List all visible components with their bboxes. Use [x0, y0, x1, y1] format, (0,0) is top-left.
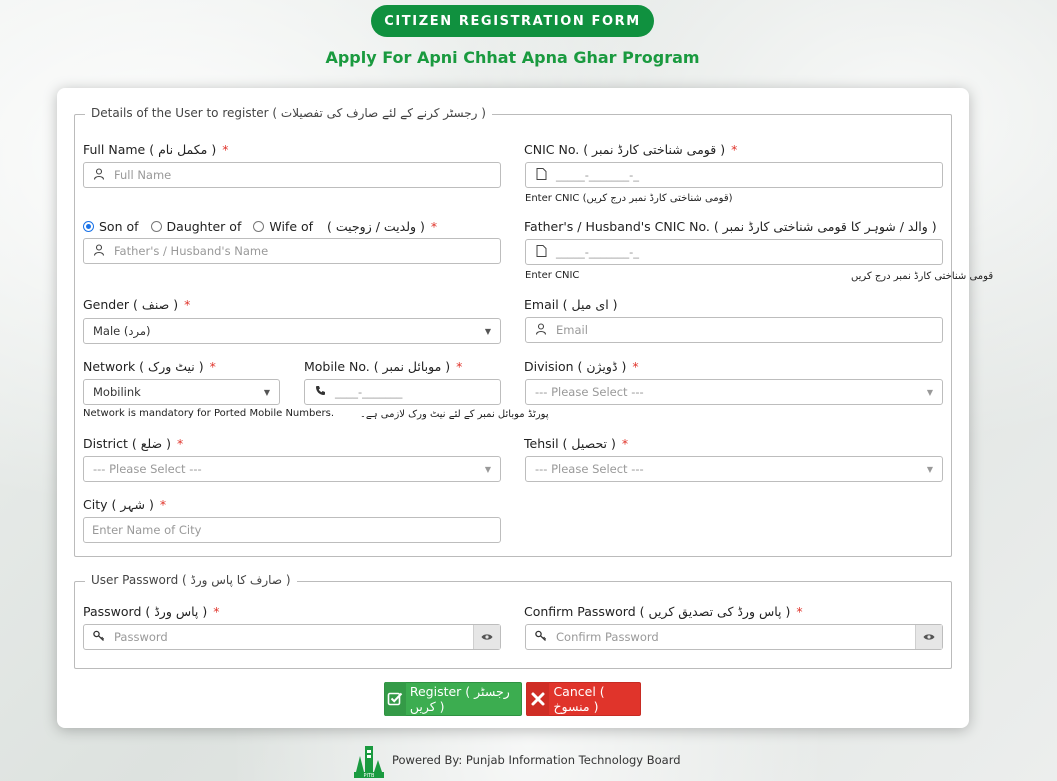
- district-select[interactable]: [83, 456, 501, 482]
- cnic-help: Enter CNIC (قومی شناختی کارڈ نمبر درج کریں): [525, 193, 733, 204]
- father-cnic-input[interactable]: [525, 239, 943, 265]
- form-title: CITIZEN REGISTRATION FORM: [384, 13, 641, 29]
- gender-select[interactable]: [83, 318, 501, 344]
- tehsil-select[interactable]: [525, 456, 943, 482]
- caret-down-icon: ▼: [263, 387, 271, 397]
- tehsil-value: --- Please Select ---: [535, 462, 644, 476]
- close-icon: [527, 682, 549, 716]
- email-input[interactable]: [525, 317, 943, 343]
- cnic-placeholder: _____-_______-_: [556, 168, 640, 182]
- cnic-label: CNIC No. ( قومی شناختی کارڈ نمبر ) *: [524, 142, 738, 157]
- tehsil-label: Tehsil ( تحصیل ) *: [524, 436, 629, 451]
- show-password-eye-icon[interactable]: [473, 625, 500, 649]
- full-name-label: Full Name ( مکمل نام ) *: [83, 142, 229, 157]
- caret-down-icon: ▼: [484, 464, 492, 474]
- division-label: Division ( ڈویژن ) *: [524, 359, 639, 374]
- program-subtitle: Apply For Apni Chhat Apna Ghar Program: [325, 48, 700, 67]
- svg-text:PITB: PITB: [363, 773, 375, 778]
- district-label: District ( ضلع ) *: [83, 436, 184, 451]
- city-input[interactable]: [83, 517, 501, 543]
- user-icon: [92, 244, 106, 259]
- confirm-password-label: Confirm Password ( پاس ورڈ کی تصدیق کریں ) *: [524, 604, 803, 619]
- father-cnic-placeholder: _____-_______-_: [556, 245, 640, 259]
- user-icon: [92, 168, 106, 183]
- gender-value: Male (مرد): [93, 324, 151, 338]
- network-help: Network is mandatory for Ported Mobile Numbers.: [83, 408, 335, 419]
- phone-icon: [313, 385, 327, 399]
- password-input[interactable]: [83, 624, 501, 650]
- confirm-password-placeholder: Confirm Password: [556, 630, 659, 644]
- user-password-fieldset: [74, 573, 952, 669]
- pitb-logo: [352, 742, 386, 778]
- full-name-input[interactable]: [83, 162, 501, 188]
- mobile-label: Mobile No. ( موبائل نمبر ) *: [304, 359, 463, 374]
- father-cnic-help-en: Enter CNIC: [525, 270, 580, 281]
- registration-card: [57, 88, 994, 728]
- full-name-placeholder: Full Name: [114, 168, 172, 182]
- check-square-icon: [385, 682, 406, 716]
- caret-down-icon: ▼: [926, 464, 934, 474]
- father-cnic-help-ur: قومی شناختی کارڈ نمبر درج کریں: [851, 271, 994, 282]
- caret-down-icon: ▼: [926, 387, 934, 397]
- division-select[interactable]: [525, 379, 943, 405]
- form-title-badge: [371, 5, 654, 37]
- register-label: Register ( رجسٹر کریں ): [409, 684, 510, 714]
- radio-son-of[interactable]: Son of: [83, 219, 139, 234]
- caret-down-icon: ▼: [484, 326, 492, 336]
- district-value: --- Please Select ---: [93, 462, 202, 476]
- user-password-legend: User Password ( صارف کا پاس ورڈ ): [85, 573, 297, 587]
- email-placeholder: Email: [556, 323, 588, 337]
- division-value: --- Please Select ---: [535, 385, 644, 399]
- register-button[interactable]: [384, 682, 522, 716]
- father-husband-name-placeholder: Father's / Husband's Name: [114, 244, 269, 258]
- radio-son-of-circle[interactable]: [83, 221, 94, 232]
- city-label: City ( شہر ) *: [83, 497, 167, 512]
- radio-wife-of[interactable]: Wife of: [253, 219, 313, 234]
- mobile-help: پورٹڈ موبائل نمبر کے لئے نیٹ ورک لازمی ہے۔: [360, 409, 549, 420]
- cancel-button[interactable]: [526, 682, 641, 716]
- relation-radio-group: Son of Daughter of Wife of ( ولدیت / زوجیت ) *: [83, 219, 437, 234]
- key-icon: [92, 630, 106, 645]
- relation-label: ( ولدیت / زوجیت ): [327, 219, 425, 234]
- confirm-password-input[interactable]: [525, 624, 943, 650]
- user-icon: [534, 323, 548, 338]
- password-placeholder: Password: [114, 630, 168, 644]
- network-value: Mobilink: [93, 385, 141, 399]
- password-label: Password ( پاس ورڈ ) *: [83, 604, 220, 619]
- user-details-legend: Details of the User to register ( رجسٹر کرنے کے لئے صارف کی تفصیلات ): [85, 106, 492, 120]
- document-icon: [534, 168, 548, 183]
- footer: [352, 742, 681, 778]
- radio-daughter-of[interactable]: Daughter of: [151, 219, 242, 234]
- email-label: Email ( ای میل ): [524, 297, 618, 312]
- powered-by-text: Powered By: Punjab Information Technology Board: [392, 753, 681, 767]
- network-select[interactable]: [83, 379, 280, 405]
- network-label: Network ( نیٹ ورک ) *: [83, 359, 216, 374]
- gender-label: Gender ( صنف ) *: [83, 297, 191, 312]
- city-placeholder: Enter Name of City: [92, 523, 202, 537]
- user-details-fieldset: [74, 106, 994, 557]
- radio-daughter-of-circle[interactable]: [151, 221, 162, 232]
- cnic-input[interactable]: [525, 162, 943, 188]
- father-cnic-label: Father's / Husband's CNIC No. ( والد / شوہر کا قومی شناختی کارڈ نمبر ): [524, 219, 937, 234]
- document-icon: [534, 245, 548, 260]
- father-husband-name-input[interactable]: [83, 238, 501, 264]
- radio-wife-of-circle[interactable]: [253, 221, 264, 232]
- mobile-placeholder: ____-_______: [335, 385, 403, 399]
- mobile-input[interactable]: [304, 379, 501, 405]
- key-icon: [534, 630, 548, 645]
- show-confirm-password-eye-icon[interactable]: [915, 625, 942, 649]
- cancel-label: Cancel ( منسوخ ): [553, 684, 605, 714]
